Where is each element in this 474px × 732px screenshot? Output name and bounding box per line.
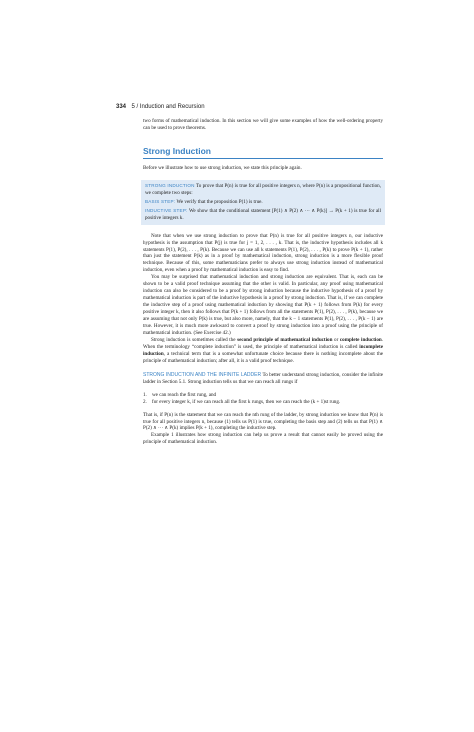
second-principle-paragraph: Strong induction is sometimes called the second principle of mathematical induction or complete induction. When the terminology “complete induction” is used, the principle of mathematical induction is called incomplete induction, a technical term that is a somewhat unfortunate choice because there is nothing incomplete about the principle of mathematical induction; after all, it is a valid proof technique. — [143, 336, 383, 364]
text-column — [143, 118, 383, 446]
example-intro-paragraph: Example 1 illustrates how strong induction can help us prove a result that cannot easily be proved using the principle of mathematical induction. — [143, 432, 383, 446]
section-title: Strong Induction — [143, 145, 211, 156]
ladder-runin-head: STRONG INDUCTION AND THE INFINITE LADDER — [143, 371, 262, 378]
list-item — [143, 392, 383, 399]
basis-step — [145, 199, 381, 206]
after-list-paragraph: That is, if P(n) is the statement that we can reach the nth rung of the ladder, by strong induction we know that P(n) is true for all positive integers n, because (1) tells us P(1) is true, completing the basis step and (2) tells us that P(1) ∧ P(2) ∧ ··· ∧ P(k) implies P(k + 1), completing the inductive step. — [143, 411, 383, 432]
inductive-step-label: INDUCTIVE STEP: — [145, 207, 188, 213]
strong-induction-text: To prove that P(n) is true for all positive integers n, where P(n) is a propositional function, we complete two steps: — [145, 182, 381, 196]
intro-paragraph: two forms of mathematical induction. In this section we will give some examples of how the well-ordering property can be used to prove theorems. — [143, 118, 383, 131]
inductive-step-text: We show that the conditional statement [P(1) ∧ P(2) ∧ ··· ∧ P(k)] → P(k + 1) is true for all positive integers k. — [145, 207, 382, 221]
list-item-text: for every integer k, if we can reach all the first k rungs, then we can reach the (k + 1)st rung. — [152, 398, 341, 405]
list-item-text: we can reach the first rung, and — [152, 391, 217, 398]
running-header — [116, 103, 398, 111]
body-paragraph: You may be surprised that mathematical induction and strong induction are equivalent. That is, each can be shown to be a valid proof technique assuming that the other is valid. In particular, any proof using mathematical induction can also be considered to be a proof by strong induction because the inductive hypothesis of a proof by mathematical induction is part of the inductive hypothesis in a proof by strong induction. That is, if we can complete the inductive step of a proof using mathematical induction by showing that P(k + 1) follows from P(k) for every positive integer k, then it also follows that P(k + 1) follows from all the statements P(1), P(2), . . . , P(k), because we are assuming that not only P(k) is true, but also more, namely, that the k − 1 statements P(1), P(2), . . . , P(k − 1) are true. However, it is much more awkward to convert a proof by strong induction into a proof using the principle of mathematical induction. (See Exercise 42.) — [143, 274, 383, 336]
strong-induction-box — [141, 180, 385, 225]
list-item-number: 1. — [143, 391, 147, 398]
strong-induction-label: STRONG INDUCTION — [145, 182, 195, 188]
body-paragraph: Note that when we use strong induction to prove that P(n) is true for all positive integers n, our inductive hypothesis is the assumption that P(j) is true for j = 1, 2, . . . , k. That is, the inductive hypothesis includes all k statements P(1), P(2), . . . , P(k). Because we can use all k statements P(1), P(2), . . . , P(k) to prove P(k + 1), rather than just the statement P(k) as in a proof by mathematical induction, strong induction is a more flexible proof technique. Because of this, some mathematicians prefer to always use strong induction instead of mathematical induction, even when a proof by mathematical induction is easy to find. — [143, 232, 383, 274]
before-paragraph: Before we illustrate how to use strong induction, we state this principle again. — [143, 164, 302, 171]
list-item-number: 2. — [143, 398, 147, 405]
inductive-step — [145, 208, 381, 222]
basis-step-label: BASIS STEP: — [145, 198, 176, 204]
page-number: 334 — [116, 104, 127, 110]
term-complete-induction: complete induction — [339, 336, 382, 343]
ladder-text: To better understand strong induction, consider the infinite ladder in Section 5.1. Strong induction tells us that we can reach all rungs if — [143, 371, 383, 385]
chapter-title: 5 / Induction and Recursion — [131, 104, 205, 110]
strong-induction-statement — [145, 183, 381, 197]
list-item — [143, 399, 383, 406]
basis-step-text: We verify that the proposition P(1) is true. — [176, 198, 263, 205]
term-incomplete-induction: incomplete induction — [143, 343, 383, 357]
ladder-paragraph — [143, 372, 383, 386]
term-second-principle: second principle of mathematical induction — [237, 336, 333, 343]
